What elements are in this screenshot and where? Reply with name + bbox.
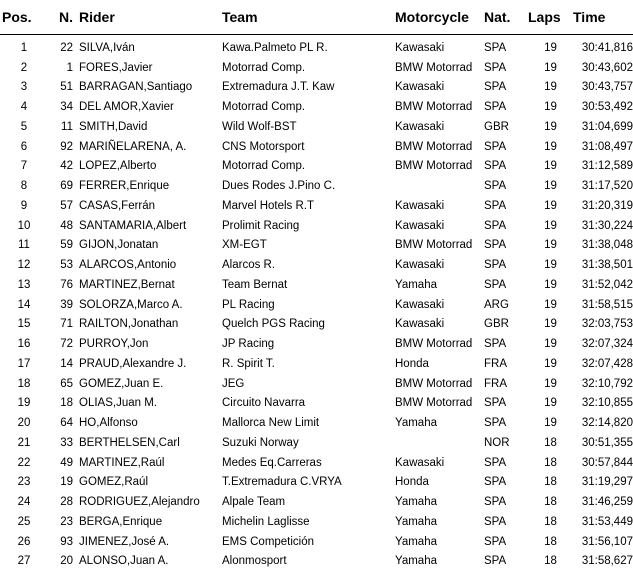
cell-time: 31:20,319 [581,199,633,212]
cell-time: 31:38,048 [581,239,633,252]
header-number: N. [48,0,79,35]
cell-nat: SPA [484,41,507,54]
table-row [0,413,633,433]
cell-pos: 2 [20,61,28,74]
cell-pos: 21 [17,436,31,449]
cell-motorcycle: Honda [395,357,429,370]
header-team: Team [222,0,395,35]
cell-rider: PRAUD,Alexandre J. [79,357,187,370]
cell-pos: 18 [17,377,31,390]
cell-pos: 26 [17,535,31,548]
cell-laps: 19 [544,180,557,193]
cell-pos: 17 [17,357,31,370]
cell-rider: MARTINEZ,Raúl [79,456,165,469]
cell-team: Quelch PGS Racing [222,318,325,331]
cell-nat: SPA [484,515,507,528]
cell-team: Kawa.Palmeto PL R. [222,41,328,54]
table-row [0,374,633,394]
cell-motorcycle: BMW Motorrad [395,377,473,390]
cell-pos: 14 [17,298,31,311]
cell-pos: 10 [17,219,31,232]
cell-team: Alonmosport [222,555,287,568]
cell-number: 28 [60,496,73,509]
cell-laps: 19 [544,298,557,311]
cell-pos: 25 [17,515,31,528]
cell-time: 31:58,515 [581,298,633,311]
cell-time: 31:08,497 [581,140,633,153]
cell-pos: 24 [17,496,31,509]
cell-number: 57 [60,199,73,212]
cell-time: 31:46,259 [581,496,633,509]
cell-time: 31:17,520 [581,180,633,193]
cell-motorcycle: BMW Motorrad [395,397,473,410]
cell-number: 1 [66,61,73,74]
cell-number: 18 [60,397,73,410]
cell-laps: 18 [544,476,557,489]
cell-time: 32:07,428 [581,357,633,370]
cell-number: 33 [60,436,73,449]
cell-nat: SPA [484,160,507,173]
cell-pos: 27 [17,555,31,568]
cell-number: 34 [60,101,73,114]
cell-team: Wild Wolf-BST [222,120,297,133]
cell-time: 30:41,816 [581,41,633,54]
cell-team: Mallorca New Limit [222,417,320,430]
cell-time: 31:04,699 [581,120,633,133]
cell-team: Team Bernat [222,278,288,291]
cell-team: R. Spirit T. [222,357,275,370]
cell-nat: SPA [484,259,507,272]
table-row [0,433,633,453]
cell-laps: 19 [544,41,557,54]
cell-team: Alpale Team [222,496,286,509]
cell-laps: 18 [544,496,557,509]
cell-nat: SPA [484,180,507,193]
header-laps: Laps [528,0,573,35]
cell-number: 64 [60,417,73,430]
cell-rider: DEL AMOR,Xavier [79,101,174,114]
cell-pos: 3 [20,81,28,94]
cell-number: 22 [60,41,73,54]
cell-nat: ARG [484,298,509,311]
cell-number: 14 [60,357,73,370]
cell-motorcycle: BMW Motorrad [395,61,473,74]
cell-number: 53 [60,259,73,272]
cell-rider: JIMENEZ,José A. [79,535,170,548]
cell-pos: 7 [20,160,28,173]
header-row [0,0,633,35]
cell-team: CNS Motorsport [222,140,305,153]
cell-laps: 19 [544,259,557,272]
cell-laps: 19 [544,397,557,410]
cell-number: 59 [60,239,73,252]
cell-pos: 13 [17,278,31,291]
table-row [0,394,633,414]
header-time: Time [573,0,633,35]
cell-nat: GBR [484,318,509,331]
cell-laps: 19 [544,239,557,252]
cell-rider: HO,Alfonso [79,417,138,430]
table-row [0,552,633,572]
cell-motorcycle: Honda [395,476,429,489]
cell-rider: MARTINEZ,Bernat [79,278,175,291]
cell-rider: PURROY,Jon [79,338,149,351]
cell-motorcycle: Kawasaki [395,120,445,133]
cell-time: 31:52,042 [581,278,633,291]
cell-time: 32:03,753 [581,318,633,331]
table-row [0,532,633,552]
cell-motorcycle: Yamaha [395,496,437,509]
cell-team: JP Racing [222,338,275,351]
cell-team: Michelin Laglisse [222,515,310,528]
cell-motorcycle: Yamaha [395,417,437,430]
cell-laps: 19 [544,81,557,94]
table-row [0,216,633,236]
cell-number: 42 [60,160,73,173]
cell-number: 39 [60,298,73,311]
cell-time: 32:14,820 [581,417,633,430]
cell-pos: 4 [20,101,28,114]
table-row [0,453,633,473]
cell-time: 31:38,501 [581,259,633,272]
cell-nat: SPA [484,555,507,568]
cell-number: 71 [60,318,73,331]
cell-laps: 18 [544,436,557,449]
cell-laps: 19 [544,101,557,114]
cell-laps: 18 [544,555,557,568]
cell-motorcycle: Kawasaki [395,259,445,272]
cell-motorcycle [395,433,484,453]
cell-nat: GBR [484,120,509,133]
cell-time: 31:19,297 [581,476,633,489]
table-row [0,97,633,117]
cell-laps: 18 [544,515,557,528]
cell-motorcycle: Yamaha [395,535,437,548]
cell-nat: SPA [484,81,507,94]
cell-team: Marvel Hotels R.T [222,199,315,212]
cell-number: 69 [60,180,73,193]
cell-laps: 19 [544,219,557,232]
table-row [0,78,633,98]
cell-team: Motorrad Comp. [222,61,306,74]
cell-time: 30:51,355 [581,436,633,449]
cell-nat: SPA [484,239,507,252]
table-row [0,315,633,335]
cell-pos: 20 [17,417,31,430]
cell-laps: 19 [544,199,557,212]
cell-rider: ALONSO,Juan A. [79,555,169,568]
table-row [0,512,633,532]
cell-laps: 19 [544,318,557,331]
cell-team: Motorrad Comp. [222,160,306,173]
cell-rider: ALARCOS,Antonio [79,259,177,272]
cell-laps: 19 [544,61,557,74]
cell-time: 32:10,855 [581,397,633,410]
cell-time: 30:57,844 [581,456,633,469]
cell-team: Motorrad Comp. [222,101,306,114]
cell-motorcycle: Yamaha [395,555,437,568]
cell-motorcycle: BMW Motorrad [395,101,473,114]
cell-team: Dues Rodes J.Pino C. [222,180,336,193]
table-row [0,137,633,157]
cell-laps: 19 [544,417,557,430]
cell-time: 31:12,589 [581,160,633,173]
cell-pos: 16 [17,338,31,351]
cell-nat: SPA [484,278,507,291]
cell-nat: SPA [484,496,507,509]
cell-nat: SPA [484,397,507,410]
cell-motorcycle: Kawasaki [395,318,445,331]
cell-nat: SPA [484,417,507,430]
cell-rider: OLIAS,Juan M. [79,397,157,410]
table-row [0,196,633,216]
cell-nat: SPA [484,476,507,489]
cell-number: 49 [60,456,73,469]
cell-rider: SANTAMARIA,Albert [79,219,187,232]
cell-time: 31:58,627 [581,555,633,568]
cell-nat: SPA [484,101,507,114]
cell-laps: 19 [544,140,557,153]
cell-motorcycle: Kawasaki [395,199,445,212]
table-row [0,334,633,354]
cell-number: 76 [60,278,73,291]
cell-team: Circuito Navarra [222,397,306,410]
cell-pos: 5 [20,120,28,133]
cell-laps: 18 [544,456,557,469]
cell-team: JEG [222,377,245,390]
cell-rider: SOLORZA,Marco A. [79,298,183,311]
cell-laps: 19 [544,278,557,291]
header-nat: Nat. [484,0,528,35]
cell-team: Extremadura J.T. Kaw [222,81,335,94]
cell-motorcycle: BMW Motorrad [395,140,473,153]
cell-time: 30:43,757 [581,81,633,94]
table-body [0,35,633,572]
cell-time: 32:07,324 [581,338,633,351]
cell-pos: 8 [20,180,28,193]
cell-rider: SILVA,Iván [79,41,135,54]
cell-team: Suzuki Norway [222,436,299,449]
cell-nat: SPA [484,535,507,548]
cell-motorcycle: Kawasaki [395,219,445,232]
cell-number: 92 [60,140,73,153]
cell-number: 11 [61,120,73,133]
cell-team: T.Extremadura C.VRYA [222,476,342,489]
table-row [0,58,633,78]
cell-laps: 19 [544,338,557,351]
cell-rider: LOPEZ,Alberto [79,160,157,173]
cell-time: 30:43,602 [581,61,633,74]
cell-pos: 9 [20,199,28,212]
cell-nat: FRA [484,357,507,370]
cell-nat: FRA [484,377,507,390]
cell-rider: MARIÑELARENA, A. [79,140,187,153]
cell-rider: SMITH,David [79,120,148,133]
cell-number: 72 [60,338,73,351]
cell-motorcycle: Kawasaki [395,298,445,311]
cell-number: 93 [60,535,73,548]
cell-motorcycle: Yamaha [395,278,437,291]
table-row [0,157,633,177]
cell-time: 32:10,792 [581,377,633,390]
cell-motorcycle: Kawasaki [395,456,445,469]
cell-team: Alarcos R. [222,259,276,272]
header-pos: Pos. [0,0,48,35]
cell-motorcycle: BMW Motorrad [395,239,473,252]
cell-pos: 6 [20,140,28,153]
table-row [0,255,633,275]
cell-laps: 19 [544,120,557,133]
cell-team: EMS Competición [222,535,315,548]
cell-rider: FORES,Javier [79,61,153,74]
cell-pos: 11 [18,239,30,252]
cell-motorcycle [395,176,484,196]
table-row [0,492,633,512]
cell-motorcycle: BMW Motorrad [395,338,473,351]
cell-team: Medes Eq.Carreras [222,456,322,469]
cell-nat: SPA [484,219,507,232]
cell-team: XM-EGT [222,239,267,252]
table-row [0,354,633,374]
cell-time: 31:30,224 [581,219,633,232]
cell-rider: RAILTON,Jonathan [79,318,179,331]
cell-rider: FERRER,Enrique [79,180,170,193]
cell-number: 65 [60,377,73,390]
cell-number: 48 [60,219,73,232]
table-row [0,117,633,137]
cell-motorcycle: Yamaha [395,515,437,528]
cell-rider: RODRIGUEZ,Alejandro [79,496,200,509]
cell-nat: SPA [484,140,507,153]
cell-laps: 19 [544,377,557,390]
table-row [0,176,633,196]
cell-laps: 19 [544,357,557,370]
header-rider: Rider [79,0,222,35]
cell-rider: BARRAGAN,Santiago [79,81,193,94]
cell-number: 51 [60,81,73,94]
cell-number: 19 [60,476,73,489]
table-row [0,35,633,58]
cell-number: 20 [60,555,73,568]
cell-nat: SPA [484,338,507,351]
cell-team: Prolimit Racing [222,219,300,232]
table-row [0,236,633,256]
cell-rider: GIJON,Jonatan [79,239,159,252]
cell-nat: SPA [484,199,507,212]
cell-nat: SPA [484,61,507,74]
cell-rider: BERTHELSEN,Carl [79,436,180,449]
cell-nat: NOR [484,436,510,449]
cell-pos: 12 [17,259,31,272]
cell-laps: 18 [544,535,557,548]
cell-laps: 19 [544,160,557,173]
cell-rider: GOMEZ,Raúl [79,476,149,489]
table-row [0,473,633,493]
cell-pos: 15 [17,318,31,331]
cell-pos: 19 [17,397,31,410]
cell-number: 23 [60,515,73,528]
cell-rider: CASAS,Ferrán [79,199,156,212]
cell-pos: 1 [20,41,28,54]
table-row [0,275,633,295]
cell-nat: SPA [484,456,507,469]
cell-motorcycle: Kawasaki [395,81,445,94]
cell-motorcycle: Kawasaki [395,41,445,54]
cell-time: 31:53,449 [581,515,633,528]
cell-motorcycle: BMW Motorrad [395,160,473,173]
cell-rider: GOMEZ,Juan E. [79,377,164,390]
header-motorcycle: Motorcycle [395,0,484,35]
cell-pos: 23 [17,476,31,489]
cell-time: 30:53,492 [581,101,633,114]
table-row [0,295,633,315]
cell-time: 31:56,107 [581,535,633,548]
cell-team: PL Racing [222,298,275,311]
cell-rider: BERGA,Enrique [79,515,163,528]
cell-pos: 22 [17,456,31,469]
